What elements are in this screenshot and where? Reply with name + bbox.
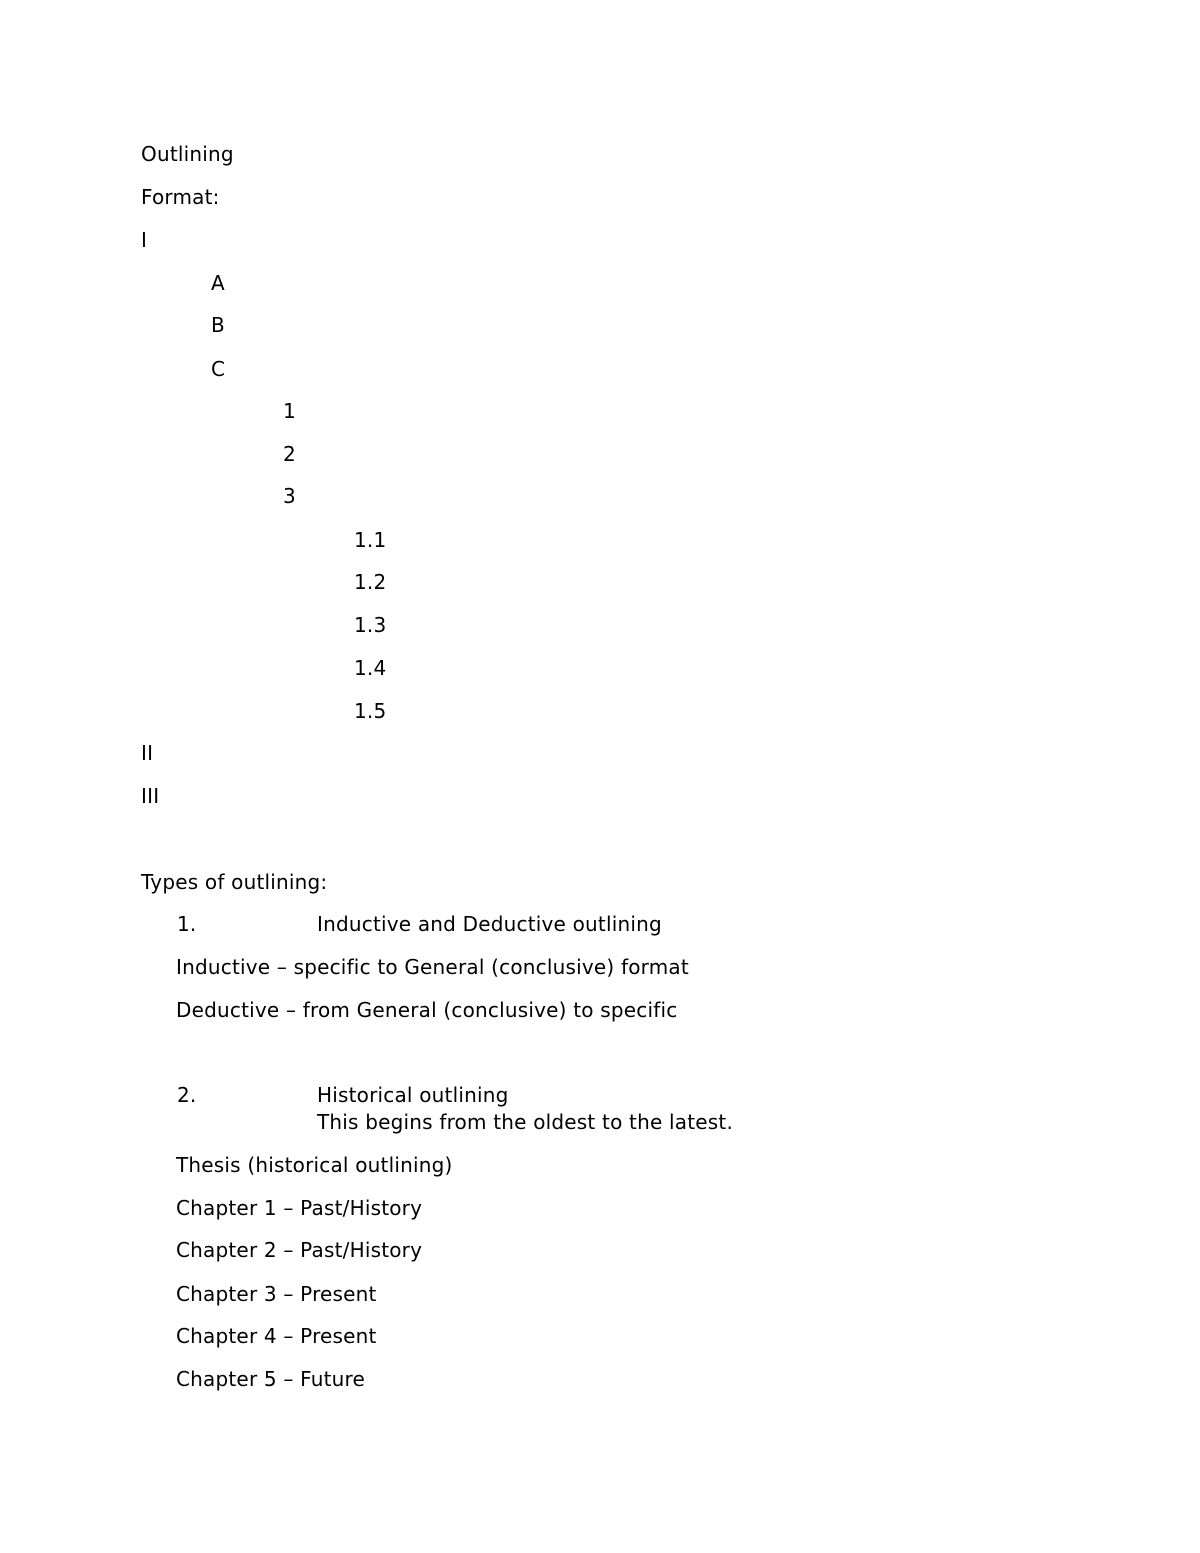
type2-description: This begins from the oldest to the latest. xyxy=(317,1110,734,1134)
outline-item-level4: 1.5 xyxy=(354,699,387,723)
format-label: Format: xyxy=(141,185,220,209)
outline-item-level4: 1.1 xyxy=(354,528,387,552)
type2-title: Historical outlining xyxy=(317,1083,509,1107)
chapter-line: Chapter 4 – Present xyxy=(176,1324,377,1348)
outline-item-level2: C xyxy=(211,357,226,381)
document-title: Outlining xyxy=(141,142,234,166)
outline-item-level1: III xyxy=(141,784,160,808)
types-heading: Types of outlining: xyxy=(141,870,328,894)
type2-number: 2. xyxy=(177,1083,197,1107)
outline-item-level3: 3 xyxy=(283,484,296,508)
outline-item-level2: A xyxy=(211,271,225,295)
outline-item-level1: I xyxy=(141,228,148,252)
chapter-line: Chapter 2 – Past/History xyxy=(176,1238,423,1262)
outline-item-level4: 1.3 xyxy=(354,613,387,637)
chapter-line: Chapter 3 – Present xyxy=(176,1282,377,1306)
outline-item-level2: B xyxy=(211,313,225,337)
chapter-line: Chapter 5 – Future xyxy=(176,1367,366,1391)
outline-item-level3: 2 xyxy=(283,442,296,466)
type1-number: 1. xyxy=(177,912,197,936)
outline-item-level4: 1.2 xyxy=(354,570,387,594)
thesis-line: Thesis (historical outlining) xyxy=(176,1153,453,1177)
type1-line: Inductive – specific to General (conclusive) format xyxy=(176,955,689,979)
chapter-line: Chapter 1 – Past/History xyxy=(176,1196,423,1220)
type1-line: Deductive – from General (conclusive) to specific xyxy=(176,998,678,1022)
outline-item-level1: II xyxy=(141,741,154,765)
type1-title: Inductive and Deductive outlining xyxy=(317,912,662,936)
outline-item-level3: 1 xyxy=(283,399,296,423)
outline-item-level4: 1.4 xyxy=(354,656,387,680)
